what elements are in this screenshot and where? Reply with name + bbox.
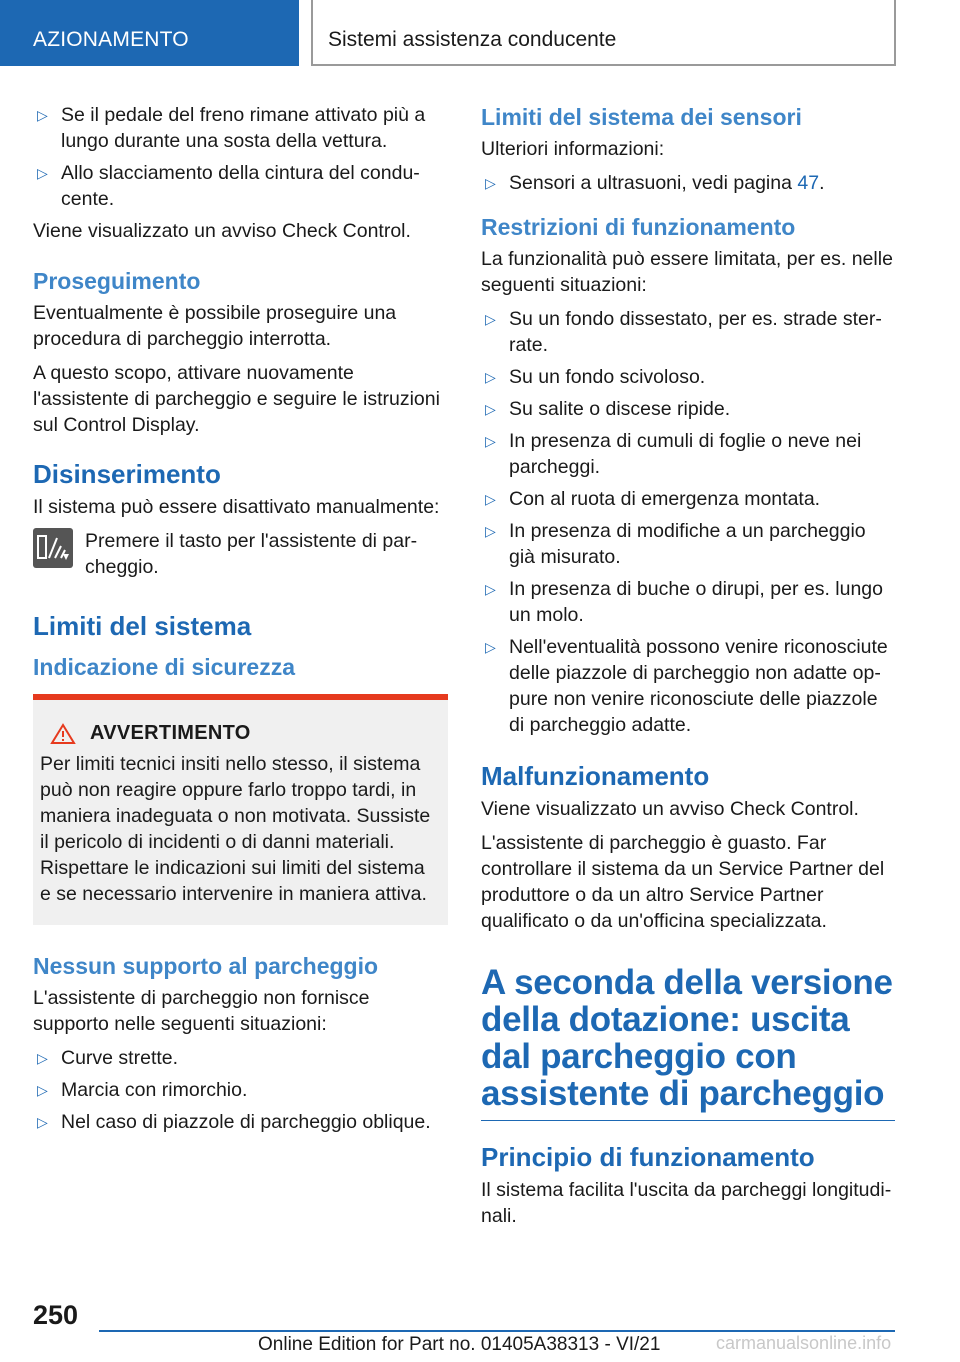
triangle-bullet-icon: ▷ <box>485 639 496 655</box>
body-text: La funzionalità può essere limitata, per es. nelle seguenti situazioni: <box>481 248 893 296</box>
list-item: ▷ In presenza di modifiche a un parcheggio già misurato. <box>481 518 895 570</box>
section-heading: Proseguimento <box>33 268 201 294</box>
triangle-bullet-icon: ▷ <box>485 433 496 449</box>
section-heading: Principio di funzionamento <box>481 1142 815 1172</box>
triangle-bullet-icon: ▷ <box>37 165 48 181</box>
warning-header <box>40 722 438 745</box>
triangle-bullet-icon: ▷ <box>37 107 48 123</box>
triangle-bullet-icon: ▷ <box>37 1114 48 1130</box>
list-item: ▷ In presenza di cumuli di foglie o neve nei parcheggi. <box>481 428 895 480</box>
watermark: carmanualsonline.info <box>716 1333 892 1353</box>
list-item: ▷ Su un fondo scivoloso. <box>481 364 895 390</box>
section-title: Sistemi assistenza conducente <box>328 28 617 51</box>
warning-text: Per limiti tecnici insiti nello stesso, il sistema può non reagire oppure farlo troppo tardi, in maniera inadeguata o non motivata. Sussiste il pericolo di incidenti o di danni materiali. Rispettare le indicazioni sui limiti del sistema e se necessario intervenire in maniera attiva. <box>40 753 431 905</box>
body-text: A questo scopo, attivare nuovamente l'assistente di parcheggio e seguire le istruzioni sul Control Display. <box>33 362 440 436</box>
body-text: L'assistente di parcheggio non fornisce supporto nelle seguenti situazioni: <box>33 987 370 1035</box>
triangle-bullet-icon: ▷ <box>485 581 496 597</box>
subsection-heading: Indicazione di sicurezza <box>33 654 296 680</box>
section-heading: Disinserimento <box>33 459 221 489</box>
footer-rule <box>99 1330 895 1332</box>
triangle-bullet-icon: ▷ <box>485 523 496 539</box>
list-item: ▷ Allo slacciamento della cintura del conducente. <box>33 160 448 212</box>
subsection-heading: Nessun supporto al parcheggio <box>33 953 379 979</box>
body-text: Il sistema facilita l'uscita da parcheggi longitudinali. <box>481 1179 892 1227</box>
warning-triangle-icon <box>50 723 76 745</box>
list-item: ▷ Nel caso di piazzole di parcheggio oblique. <box>33 1109 448 1135</box>
body-text: Ulteriori informazioni: <box>481 138 665 160</box>
list-item: ▷ Su salite o discese ripide. <box>481 396 895 422</box>
list-item: ▷ Nell'eventualità possono venire riconosciute delle piazzole di parcheggio non adatte oppure non venire riconosciute delle piazzole di parcheggio adatte. <box>481 634 895 738</box>
section-tab <box>311 0 896 66</box>
page-number: 250 <box>33 1300 79 1330</box>
triangle-bullet-icon: ▷ <box>485 311 496 327</box>
warning-box <box>33 694 448 925</box>
subsection-heading: Restrizioni di funzionamento <box>481 214 796 240</box>
subsection-heading: Limiti del sistema dei sensori <box>481 104 802 130</box>
park-assist-button-icon <box>33 528 73 568</box>
triangle-bullet-icon: ▷ <box>37 1050 48 1066</box>
body-text: Viene visualizzato un avviso Check Control. <box>33 220 411 242</box>
list-item: ▷ In presenza di buche o dirupi, per es. lungo un molo. <box>481 576 895 628</box>
list-item: ▷ Con al ruota di emergenza montata. <box>481 486 895 512</box>
chapter-heading: A seconda della versione della dotazione: uscita dal parcheggio con assistente di parcheggio <box>481 964 895 1121</box>
triangle-bullet-icon: ▷ <box>485 175 496 191</box>
section-heading: Malfunzionamento <box>481 761 710 791</box>
right-column <box>481 102 895 1237</box>
body-text: L'assistente di parcheggio è guasto. Far controllare il sistema da un Service Partner del produttore o da un altro Service Partner qualificato o da un'officina specializzata. <box>481 832 885 932</box>
chapter-title: AZIONAMENTO <box>33 28 189 51</box>
body-text: Eventualmente è possibile proseguire una procedura di parcheggio interrotta. <box>33 302 397 350</box>
list-item: ▷ Marcia con rimorchio. <box>33 1077 448 1103</box>
section-heading: Limiti del sistema <box>33 611 252 641</box>
triangle-bullet-icon: ▷ <box>485 401 496 417</box>
warning-title: AVVERTIMENTO <box>90 722 251 744</box>
page-link[interactable]: 47 <box>797 172 820 194</box>
button-instruction: Premere il tasto per l'assistente di parcheggio. <box>33 528 448 580</box>
triangle-bullet-icon: ▷ <box>485 369 496 385</box>
list-item: ▷ Sensori a ultrasuoni, vedi pagina 47. <box>481 170 895 196</box>
list-item: ▷ Curve strette. <box>33 1045 448 1071</box>
left-column <box>33 102 448 1141</box>
body-text: Il sistema può essere disattivato manualmente: <box>33 496 440 518</box>
list-item: ▷ Se il pedale del freno rimane attivato più a lungo durante una sosta della vettura. <box>33 102 448 154</box>
body-text: Viene visualizzato un avviso Check Control. <box>481 798 859 820</box>
list-item: ▷ Su un fondo dissestato, per es. strade sterrate. <box>481 306 895 358</box>
chapter-tab <box>0 0 299 66</box>
edition-text: Online Edition for Part no. 01405A38313 - VI/21 <box>258 1334 661 1355</box>
triangle-bullet-icon: ▷ <box>37 1082 48 1098</box>
triangle-bullet-icon: ▷ <box>485 491 496 507</box>
